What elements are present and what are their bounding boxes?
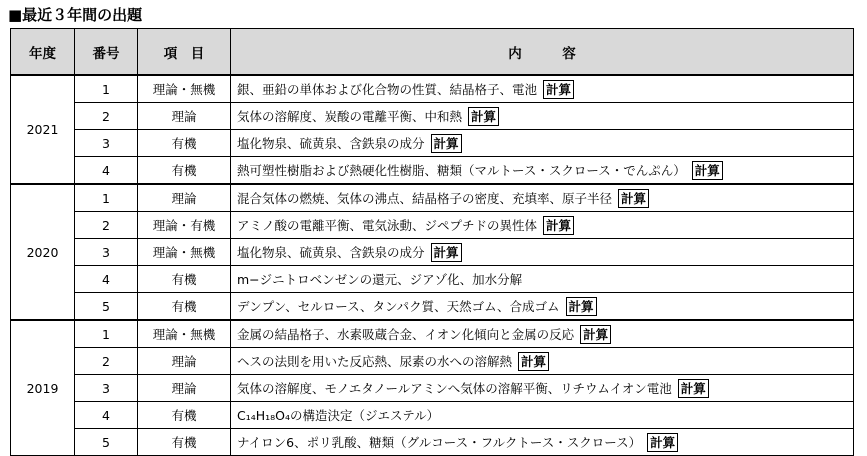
number-cell: 5	[75, 429, 138, 456]
number-cell: 4	[75, 402, 138, 429]
content-text: ナイロン6、ポリ乳酸、糖類（グルコース・フルクトース・スクロース）	[237, 434, 642, 450]
number-cell: 1	[75, 75, 138, 103]
topic-cell: 有機	[138, 266, 231, 293]
content-text: 塩化物泉、硫黄泉、含鉄泉の成分	[237, 244, 425, 260]
calc-badge: 計算	[431, 134, 462, 153]
table-row	[11, 130, 854, 157]
table-row	[11, 266, 854, 293]
content-cell	[231, 402, 854, 429]
topic-cell: 理論・有機	[138, 212, 231, 239]
table-row	[11, 348, 854, 375]
topic-cell: 理論・無機	[138, 320, 231, 348]
content-cell	[231, 239, 854, 266]
calc-badge: 計算	[678, 379, 709, 398]
topic-cell: 理論	[138, 103, 231, 130]
topic-cell: 有機	[138, 429, 231, 456]
topic-cell: 有機	[138, 402, 231, 429]
content-text: m−ジニトロベンゼンの還元、ジアゾ化、加水分解	[237, 272, 523, 287]
content-text: アミノ酸の電離平衡、電気泳動、ジペプチドの異性体	[237, 217, 538, 233]
content-cell	[231, 293, 854, 321]
header-year: 年度	[11, 29, 75, 76]
content-text: C₁₄H₁₈O₄の構造決定（ジエステル）	[237, 408, 440, 423]
calc-badge: 計算	[647, 433, 678, 452]
calc-badge: 計算	[618, 189, 649, 208]
number-cell: 3	[75, 239, 138, 266]
content-text: 熱可塑性樹脂および熱硬化性樹脂、糖類（マルトース・スクロース・でんぷん）	[237, 162, 686, 178]
calc-badge: 計算	[692, 161, 723, 180]
content-text: 金属の結晶格子、水素吸蔵合金、イオン化傾向と金属の反応	[237, 326, 575, 342]
topic-cell: 理論	[138, 184, 231, 212]
table-row	[11, 212, 854, 239]
number-cell: 3	[75, 375, 138, 402]
topic-cell: 有機	[138, 130, 231, 157]
content-text: 気体の溶解度、モノエタノールアミンへ気体の溶解平衡、リチウムイオン電池	[237, 380, 672, 396]
content-cell	[231, 375, 854, 402]
topic-cell: 有機	[138, 293, 231, 321]
calc-badge: 計算	[518, 352, 549, 371]
content-text: ヘスの法則を用いた反応熱、尿素の水への溶解熱	[237, 353, 513, 369]
topic-cell: 有機	[138, 157, 231, 185]
calc-badge: 計算	[580, 325, 611, 344]
content-cell	[231, 75, 854, 103]
content-cell	[231, 184, 854, 212]
table-row	[11, 402, 854, 429]
table-row	[11, 157, 854, 185]
calc-badge: 計算	[543, 80, 574, 99]
topic-cell: 理論	[138, 375, 231, 402]
number-cell: 2	[75, 103, 138, 130]
content-cell	[231, 157, 854, 185]
content-cell	[231, 320, 854, 348]
calc-badge: 計算	[431, 243, 462, 262]
year-cell-2019: 2019	[11, 320, 75, 456]
number-cell: 1	[75, 320, 138, 348]
content-text: 銀、亜鉛の単体および化合物の性質、結晶格子、電池	[237, 81, 538, 97]
header-content: 内 容	[231, 29, 854, 76]
table-row	[11, 103, 854, 130]
topic-cell: 理論・無機	[138, 239, 231, 266]
number-cell: 2	[75, 348, 138, 375]
calc-badge: 計算	[543, 216, 574, 235]
number-cell: 5	[75, 293, 138, 321]
table-row	[11, 429, 854, 456]
table-row	[11, 293, 854, 321]
topic-cell: 理論・無機	[138, 75, 231, 103]
number-cell: 4	[75, 157, 138, 185]
content-cell	[231, 266, 854, 293]
year-cell-2021: 2021	[11, 75, 75, 184]
number-cell: 1	[75, 184, 138, 212]
content-text: デンプン、セルロース、タンパク質、天然ゴム、合成ゴム	[237, 298, 560, 314]
number-cell: 4	[75, 266, 138, 293]
number-cell: 3	[75, 130, 138, 157]
header-topic: 項 目	[138, 29, 231, 76]
table-row	[11, 184, 854, 212]
page-title: ■最近３年間の出題	[8, 6, 143, 24]
header-number: 番号	[75, 29, 138, 76]
content-cell	[231, 429, 854, 456]
calc-badge: 計算	[566, 297, 597, 316]
table-row	[11, 375, 854, 402]
topic-cell: 理論	[138, 348, 231, 375]
content-cell	[231, 348, 854, 375]
content-text: 気体の溶解度、炭酸の電離平衡、中和熱	[237, 108, 463, 124]
table-row	[11, 320, 854, 348]
content-text: 混合気体の燃焼、気体の沸点、結晶格子の密度、充填率、原子半径	[237, 190, 613, 206]
exam-topics-table	[10, 28, 854, 456]
year-cell-2020: 2020	[11, 184, 75, 320]
number-cell: 2	[75, 212, 138, 239]
content-cell	[231, 130, 854, 157]
table-row	[11, 75, 854, 103]
calc-badge: 計算	[468, 107, 499, 126]
header-row	[11, 29, 854, 76]
content-text: 塩化物泉、硫黄泉、含鉄泉の成分	[237, 135, 425, 151]
table-row	[11, 239, 854, 266]
content-cell	[231, 103, 854, 130]
content-cell	[231, 212, 854, 239]
